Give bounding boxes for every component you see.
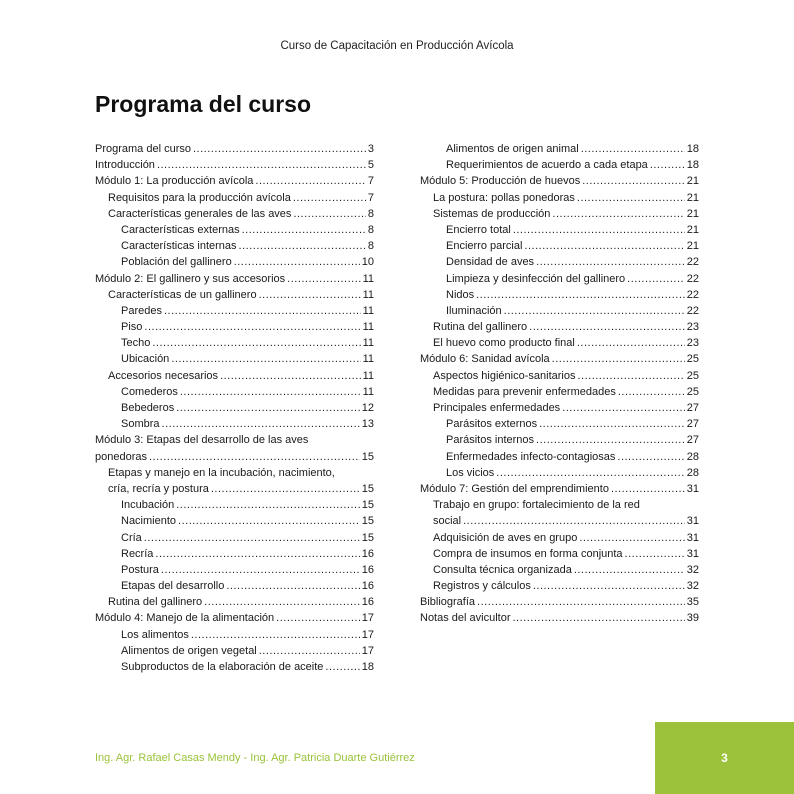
toc-entry[interactable] (95, 513, 374, 529)
toc-leader-dots (152, 335, 360, 351)
toc-entry-title: Características de un gallinero (108, 288, 257, 301)
toc-entry-page: 27 (686, 434, 699, 447)
toc-entry[interactable] (95, 190, 374, 206)
toc-leader-dots (164, 303, 361, 319)
toc-entry[interactable] (95, 254, 374, 270)
toc-entry-title: Bebederos (121, 402, 175, 414)
toc-leader-dots (287, 271, 360, 287)
toc-entry-title: Introducción (95, 159, 155, 172)
toc-entry-title: Trabajo en grupo: fortalecimiento de la red (433, 499, 640, 512)
toc-entry[interactable] (420, 271, 699, 287)
toc-entry-page: 22 (686, 272, 699, 285)
toc-leader-dots (477, 594, 685, 610)
toc-entry-title: Consulta técnica organizada (433, 563, 572, 576)
toc-entry[interactable] (95, 562, 374, 578)
toc-entry-page: 5 (367, 159, 374, 172)
toc-entry-title: Módulo 6: Sanidad avícola (420, 353, 550, 366)
toc-entry-page: 18 (686, 159, 699, 172)
toc-entry-page: 11 (362, 304, 374, 317)
toc-entry-title: Recría (121, 547, 154, 560)
toc-entry-page: 22 (686, 256, 699, 269)
toc-entry-page: 15 (361, 482, 374, 495)
toc-entry-title: Módulo 5: Producción de huevos (420, 175, 581, 188)
toc-leader-dots (293, 190, 366, 206)
toc-leader-dots (513, 610, 685, 626)
toc-entry-page: 32 (686, 580, 699, 593)
toc-entry[interactable] (95, 384, 374, 400)
toc-leader-dots (157, 157, 366, 173)
toc-leader-dots (211, 481, 360, 497)
toc-entry[interactable] (420, 335, 699, 351)
toc-entry-page: 11 (362, 321, 374, 334)
toc-entry[interactable] (95, 271, 374, 287)
toc-leader-dots (496, 465, 684, 481)
toc-entry-title: Piso (121, 321, 143, 334)
toc-leader-dots (552, 206, 684, 222)
toc-entry-title: Postura (121, 563, 159, 576)
toc-entry-title: Accesorios necesarios (108, 369, 219, 382)
toc-entry-page: 21 (686, 191, 699, 204)
toc-entry[interactable] (95, 238, 374, 254)
toc-entry-page: 17 (361, 644, 374, 657)
toc-entry-page: 8 (367, 207, 374, 220)
toc-entry[interactable] (420, 578, 699, 594)
toc-entry-title: Adquisición de aves en grupo (433, 531, 578, 544)
toc-entry-title: Alimentos de origen animal (446, 143, 579, 155)
toc-entry-page: 21 (686, 223, 699, 236)
toc-entry-title: Etapas del desarrollo (121, 580, 225, 593)
toc-entry[interactable] (95, 368, 374, 384)
toc-entry[interactable] (95, 497, 374, 513)
toc-entry-page: 23 (686, 321, 699, 334)
toc-entry-page: 25 (686, 385, 699, 398)
toc-leader-dots (144, 530, 360, 546)
toc-entry-title: Rutina del gallinero (433, 321, 528, 334)
toc-entry-page: 13 (361, 418, 374, 431)
toc-leader-dots (611, 481, 685, 497)
toc-entry-title-cont: ponedoras (95, 450, 147, 463)
toc-entry-title: Paredes (121, 304, 162, 317)
toc-leader-dots (239, 238, 366, 254)
toc-entry-page: 7 (367, 191, 374, 204)
toc-entry-page: 23 (686, 337, 699, 350)
toc-leader-dots (226, 578, 359, 594)
toc-entry-title: Cría (121, 531, 142, 544)
toc-entry-title: Registros y cálculos (433, 580, 531, 593)
toc-leader-dots (577, 335, 685, 351)
toc-leader-dots (180, 384, 361, 400)
toc-leader-dots (325, 659, 359, 675)
toc-entry[interactable] (420, 416, 699, 432)
toc-entry-title: Aspectos higiénico-sanitarios (433, 369, 576, 382)
toc-entry[interactable] (95, 416, 374, 432)
toc-entry-page: 15 (361, 499, 374, 512)
toc-leader-dots (650, 157, 685, 173)
toc-entry-title: Parásitos externos (446, 418, 538, 431)
toc-entry-title: Nacimiento (121, 515, 177, 528)
toc-entry-page: 22 (686, 288, 699, 301)
toc-entry-page: 8 (367, 223, 374, 236)
toc-entry-page: 22 (686, 304, 699, 317)
toc-entry[interactable] (420, 400, 699, 416)
toc-entry[interactable] (95, 157, 374, 173)
toc-entry[interactable] (420, 190, 699, 206)
toc-entry-page: 25 (686, 369, 699, 382)
toc-entry-page: 12 (361, 402, 374, 414)
toc-entry-page: 3 (367, 143, 374, 155)
toc-leader-dots (577, 368, 684, 384)
toc-entry[interactable] (95, 627, 374, 643)
toc-entry[interactable] (420, 303, 699, 319)
toc-entry-title: Densidad de aves (446, 256, 535, 269)
toc-entry-title: Módulo 4: Manejo de la alimentación (95, 612, 275, 625)
toc-entry[interactable] (420, 497, 699, 529)
toc-entry-page: 21 (686, 207, 699, 220)
toc-entry[interactable] (420, 594, 699, 610)
toc-entry-page: 39 (686, 612, 699, 625)
toc-entry[interactable] (95, 400, 374, 416)
toc-entry-title: Enfermedades infecto-contagiosas (446, 450, 616, 463)
toc-leader-dots (582, 173, 685, 189)
toc-entry-page: 8 (367, 240, 374, 253)
toc-entry[interactable] (420, 222, 699, 238)
toc-leader-dots (577, 190, 685, 206)
toc-entry[interactable] (420, 254, 699, 270)
toc-entry[interactable] (95, 287, 374, 303)
footer-page-box (655, 722, 794, 794)
toc-leader-dots (176, 400, 360, 416)
toc-entry-page: 18 (686, 143, 699, 155)
toc-entry-page: 31 (686, 515, 699, 528)
toc-entry-page: 15 (361, 515, 374, 528)
toc-entry-title: Requerimientos de acuerdo a cada etapa (446, 159, 648, 172)
toc-entry-page: 11 (362, 272, 374, 285)
toc-leader-dots (259, 287, 361, 303)
toc-entry-title: Módulo 3: Etapas del desarrollo de las aves (95, 434, 309, 447)
toc-entry-title-cont: social (433, 515, 462, 528)
toc-entry-page: 27 (686, 402, 699, 414)
toc-right-column (420, 141, 699, 627)
toc-entry[interactable] (95, 594, 374, 610)
toc-leader-dots (162, 416, 360, 432)
toc-leader-dots (204, 594, 360, 610)
toc-left-column (95, 141, 374, 675)
toc-entry-page: 25 (686, 353, 699, 366)
toc-entry-page: 35 (686, 596, 699, 609)
toc-leader-dots (625, 546, 685, 562)
toc-leader-dots (242, 222, 366, 238)
toc-entry[interactable] (95, 546, 374, 562)
toc-entry-title: Nidos (446, 288, 475, 301)
toc-entry-title: Sistemas de producción (433, 207, 551, 220)
toc-entry-page: 16 (361, 596, 374, 609)
toc-entry-title: Rutina del gallinero (108, 596, 203, 609)
toc-entry-page: 16 (361, 563, 374, 576)
toc-entry-page: 17 (361, 628, 374, 641)
toc-entry-page: 11 (362, 337, 374, 350)
toc-entry-page: 27 (686, 418, 699, 431)
toc-entry-page: 28 (686, 450, 699, 463)
toc-entry[interactable] (95, 141, 374, 157)
toc-entry-page: 11 (362, 288, 374, 301)
toc-entry[interactable] (95, 335, 374, 351)
toc-leader-dots (524, 238, 684, 254)
toc-entry[interactable] (420, 206, 699, 222)
toc-entry-page: 16 (361, 580, 374, 593)
toc-entry[interactable] (95, 351, 374, 367)
toc-entry-page: 15 (361, 450, 374, 463)
toc-entry-page: 10 (361, 256, 374, 269)
toc-entry[interactable] (420, 562, 699, 578)
toc-entry-title: Parásitos internos (446, 434, 535, 447)
toc-entry-page: 21 (686, 175, 699, 188)
toc-entry[interactable] (95, 432, 374, 464)
toc-leader-dots (539, 416, 685, 432)
toc-leader-dots (617, 449, 684, 465)
toc-entry[interactable] (95, 659, 374, 675)
toc-entry-title: Iluminación (446, 304, 502, 317)
toc-entry-title: Etapas y manejo en la incubación, nacimiento, (108, 466, 335, 479)
toc-entry[interactable] (420, 530, 699, 546)
toc-leader-dots (220, 368, 361, 384)
toc-leader-dots (574, 562, 685, 578)
toc-entry[interactable] (420, 546, 699, 562)
toc-leader-dots (476, 287, 685, 303)
toc-entry[interactable] (420, 432, 699, 448)
toc-entry[interactable] (95, 465, 374, 497)
toc-leader-dots (149, 449, 360, 465)
toc-entry-title: Población del gallinero (121, 256, 232, 269)
toc-leader-dots (178, 513, 360, 529)
toc-entry-title: Bibliografía (420, 596, 476, 609)
toc-entry-page: 7 (367, 175, 374, 188)
toc-entry[interactable] (420, 157, 699, 173)
toc-entry[interactable] (95, 578, 374, 594)
toc-entry-page: 31 (686, 482, 699, 495)
toc-entry-title: Compra de insumos en forma conjunta (433, 547, 623, 560)
toc-entry-title: Comederos (121, 385, 178, 398)
toc-entry-title: Principales enfermedades (433, 402, 561, 414)
toc-entry-title: Características externas (121, 223, 240, 236)
toc-entry-page: 18 (361, 661, 374, 674)
toc-entry-title: Programa del curso (95, 143, 191, 155)
running-header: Curso de Capacitación en Producción Avícola (280, 40, 514, 52)
toc-entry[interactable] (420, 238, 699, 254)
toc-entry-page: 11 (362, 353, 374, 366)
toc-entry-title: Encierro total (446, 223, 511, 236)
toc-entry-title: Módulo 7: Gestión del emprendimiento (420, 482, 609, 495)
toc-entry[interactable] (95, 530, 374, 546)
toc-entry-title: Módulo 1: La producción avícola (95, 175, 254, 188)
toc-entry[interactable] (95, 222, 374, 238)
toc-entry-page: 15 (361, 531, 374, 544)
toc-leader-dots (193, 141, 366, 157)
toc-entry-page: 28 (686, 466, 699, 479)
toc-entry-page: 16 (361, 547, 374, 560)
toc-leader-dots (161, 562, 360, 578)
toc-entry-title: Subproductos de la elaboración de aceite (121, 661, 324, 674)
toc-leader-dots (144, 319, 360, 335)
toc-entry-title: Los vicios (446, 466, 495, 479)
toc-entry-page: 11 (362, 369, 374, 382)
toc-entry[interactable] (420, 368, 699, 384)
toc-entry[interactable] (420, 319, 699, 335)
toc-leader-dots (552, 351, 685, 367)
toc-entry[interactable] (95, 206, 374, 222)
toc-leader-dots (155, 546, 359, 562)
footer-authors: Ing. Agr. Rafael Casas Mendy - Ing. Agr. Patricia Duarte Gutiérrez (95, 752, 415, 764)
toc-entry[interactable] (420, 173, 699, 189)
toc-entry-title: Limpieza y desinfección del gallinero (446, 272, 626, 285)
toc-entry[interactable] (420, 141, 699, 157)
toc-leader-dots (504, 303, 685, 319)
toc-entry-page: 31 (686, 531, 699, 544)
toc-leader-dots (276, 610, 360, 626)
toc-leader-dots (618, 384, 685, 400)
toc-entry-title: Requisitos para la producción avícola (108, 191, 291, 204)
toc-entry[interactable] (95, 319, 374, 335)
toc-entry[interactable] (420, 610, 699, 626)
toc-entry-title: Sombra (121, 418, 160, 431)
toc-entry-page: 17 (361, 612, 374, 625)
toc-entry-title-cont: cría, recría y postura (108, 482, 209, 495)
toc-entry[interactable] (95, 643, 374, 659)
toc-entry-title: Techo (121, 337, 151, 350)
toc-entry[interactable] (420, 384, 699, 400)
toc-leader-dots (581, 141, 685, 157)
toc-entry-title: Alimentos de origen vegetal (121, 644, 257, 657)
toc-leader-dots (562, 400, 685, 416)
toc-entry-title: Módulo 2: El gallinero y sus accesorios (95, 272, 286, 285)
toc-leader-dots (293, 206, 365, 222)
toc-entry-title: Características generales de las aves (108, 207, 292, 220)
toc-entry[interactable] (420, 287, 699, 303)
toc-leader-dots (579, 530, 684, 546)
toc-entry-title: Los alimentos (121, 628, 189, 641)
toc-entry-page: 31 (686, 547, 699, 560)
toc-leader-dots (176, 497, 360, 513)
toc-entry[interactable] (95, 173, 374, 189)
page-title: Programa del curso (95, 91, 312, 117)
toc-entry-title: Ubicación (121, 353, 170, 366)
toc-entry-title: Medidas para prevenir enfermedades (433, 385, 616, 398)
toc-leader-dots (533, 578, 685, 594)
toc-leader-dots (171, 351, 360, 367)
toc-entry[interactable] (420, 449, 699, 465)
toc-leader-dots (536, 254, 685, 270)
toc-entry-page: 11 (362, 385, 374, 398)
toc-entry-title: Notas del avicultor (420, 612, 511, 625)
toc-leader-dots (255, 173, 365, 189)
toc-entry-title: Características internas (121, 240, 237, 253)
toc-entry[interactable] (95, 610, 374, 626)
toc-entry[interactable] (420, 351, 699, 367)
toc-entry[interactable] (95, 303, 374, 319)
toc-leader-dots (191, 627, 360, 643)
toc-leader-dots (529, 319, 685, 335)
toc-leader-dots (463, 513, 685, 529)
toc-leader-dots (259, 643, 360, 659)
footer-page-number: 3 (721, 751, 728, 765)
toc-entry[interactable] (420, 465, 699, 481)
toc-entry-title: Incubación (121, 499, 175, 512)
toc-entry-title: El huevo como producto final (433, 337, 575, 350)
toc-entry-page: 32 (686, 563, 699, 576)
toc-leader-dots (536, 432, 685, 448)
toc-leader-dots (234, 254, 360, 270)
toc-entry[interactable] (420, 481, 699, 497)
toc-entry-title: La postura: pollas ponedoras (433, 191, 575, 204)
toc-leader-dots (513, 222, 685, 238)
toc-entry-page: 21 (686, 240, 699, 253)
toc-entry-title: Encierro parcial (446, 240, 523, 253)
toc-leader-dots (627, 271, 685, 287)
